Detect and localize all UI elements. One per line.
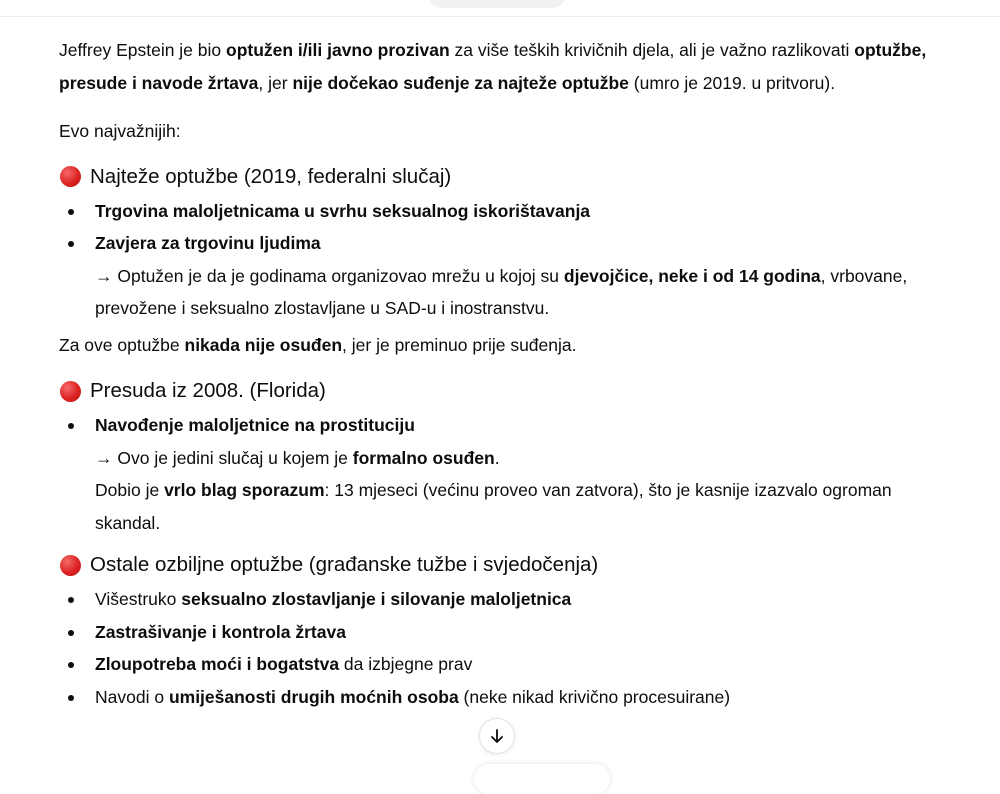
list-item-detail (95, 442, 949, 475)
list-item-bold: Trgovina maloljetnicama u svrhu seksualnog iskorištavanja (95, 200, 591, 221)
list-item (59, 681, 949, 714)
section-heading-2 (59, 375, 949, 407)
section-heading-text: Ostale ozbiljne optužbe (građanske tužbe i svjedočenja) (90, 553, 599, 576)
note-bold: nikada nije osuđen (184, 334, 343, 355)
list-item-detail (95, 260, 949, 325)
top-bar (0, 0, 1000, 17)
intro-text: Jeffrey Epstein je bio (59, 40, 226, 60)
note-text: Za ove optužbe (59, 334, 185, 355)
lead-text: Evo najvažnijih: (59, 121, 181, 141)
assistant-message (59, 34, 949, 713)
red-circle-icon (60, 555, 81, 576)
detail-bold: vrlo blag sporazum (164, 480, 325, 500)
bottom-pill[interactable] (474, 764, 610, 794)
intro-text: , jer (258, 72, 293, 93)
intro-text: za više teških krivičnih djela, ali je važno razlikovati (449, 40, 855, 60)
list-item-bold: seksualno zlostavljanje i silovanje maloljetnica (181, 589, 572, 609)
list-item-bold: Navođenje maloljetnice na prostituciju (95, 415, 415, 435)
list-item-text: Navodi o (95, 686, 169, 707)
section-heading-3 (59, 549, 949, 581)
list-item (59, 409, 949, 539)
detail-text: . (494, 447, 500, 468)
section-heading-1 (59, 161, 949, 193)
intro-paragraph (59, 34, 949, 99)
list-item (59, 583, 949, 616)
list-item-text: (neke nikad krivično procesuirane) (458, 686, 731, 707)
spacer (59, 539, 949, 549)
detail-bold: djevojčice, neke i od 14 godina (563, 265, 821, 286)
detail-text: → Optužen je da je godinama organizovao mrežu u kojoj su (95, 265, 564, 286)
intro-text: (umro je 2019. u pritvoru). (628, 72, 836, 93)
section-heading-text: Presuda iz 2008. (Florida) (90, 379, 326, 402)
list-item (59, 616, 949, 649)
scroll-to-bottom-button[interactable] (479, 718, 515, 754)
section-2-list (59, 409, 949, 539)
detail-text: , vrbovane, prevožene i seksualno zlostavljane u SAD-u i inostranstvu. (95, 265, 908, 318)
list-item-text: da izbjegne prav (339, 654, 473, 674)
red-circle-icon (60, 166, 81, 187)
note-text: , jer je preminuo prije suđenja. (342, 334, 577, 355)
list-item-bold: umiješanosti drugih moćnih osoba (168, 686, 459, 707)
red-circle-icon (60, 381, 81, 402)
list-item (59, 227, 949, 325)
list-item (59, 195, 949, 228)
list-item-bold: Zastrašivanje i kontrola žrtava (95, 621, 346, 642)
intro-bold: nije dočekao suđenje za najteže optužbe (292, 72, 629, 93)
list-item-text: Višestruko (95, 589, 182, 609)
section-heading-text: Najteže optužbe (2019, federalni slučaj) (90, 164, 452, 188)
detail-bold: formalno osuđen (352, 447, 495, 468)
detail-text: : 13 mjeseci (većinu proveo van zatvora), što je kasnije izazvalo ogroman skandal. (95, 480, 892, 533)
list-item-detail (95, 474, 949, 539)
list-item-bold: Zloupotreba moći i bogatstva (95, 654, 340, 674)
section-3-list (59, 583, 949, 713)
arrow-down-icon (488, 727, 506, 745)
top-pill[interactable] (428, 0, 566, 8)
detail-text: Dobio je (95, 480, 165, 500)
intro-bold: optužen i/ili javno prozivan (226, 40, 450, 60)
list-item-bold: Zavjera za trgovinu ljudima (95, 233, 321, 253)
list-item (59, 648, 949, 681)
section-1-list (59, 195, 949, 325)
section-1-note (59, 329, 949, 362)
intro-bold: optužbe, presude i navode žrtava (59, 40, 927, 93)
detail-text: → Ovo je jedini slučaj u kojem je (95, 447, 353, 468)
